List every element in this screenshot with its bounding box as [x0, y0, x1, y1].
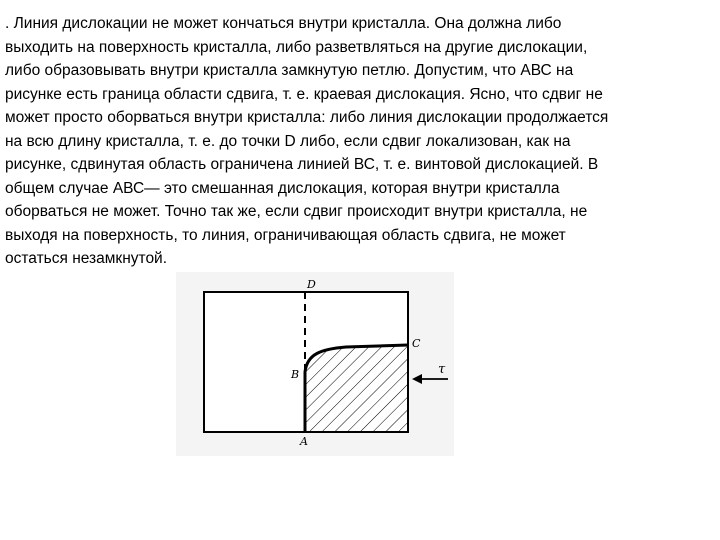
- label-c: C: [412, 337, 421, 350]
- label-b: B: [291, 368, 300, 381]
- text-line: оборваться не может. Точно так же, если сдвиг происходит внутри кристалла, не: [5, 203, 588, 220]
- text-line: . Линия дислокации не может кончаться внутри кристалла. Она должна либо: [5, 15, 562, 32]
- text-line: выходить на поверхность кристалла, либо разветвляться на другие дислокации,: [5, 38, 588, 56]
- text-line: может просто оборваться внутри кристалла: либо линия дислокации продолжается: [5, 109, 609, 126]
- text-line: рисунке есть граница области сдвига, т. е. краевая дислокация. Ясно, что сдвиг не: [5, 85, 603, 103]
- dislocation-figure: [176, 272, 454, 456]
- text-line: выходя на поверхность, то линия, ограничивающая область сдвига, не может: [5, 226, 566, 244]
- label-d: D: [307, 278, 316, 291]
- label-a: A: [300, 435, 308, 448]
- text-line: остаться незамкнутой.: [5, 250, 168, 267]
- text-line: на всю длину кристалла, т. е. до точки D либо, если сдвиг локализован, как на: [5, 132, 571, 150]
- text-line: рисунке, сдвинутая область ограничена линией ВС, т. е. винтовой дислокацией. В: [5, 156, 599, 173]
- body-paragraph: [5, 12, 715, 271]
- text-line: общем случае АВС— это смешанная дислокация, которая внутри кристалла: [5, 179, 560, 197]
- text-line: либо образовывать внутри кристалла замкнутую петлю. Допустим, что АВС на: [5, 62, 574, 79]
- shear-region: [305, 345, 408, 432]
- dislocation-diagram: [176, 272, 454, 456]
- label-tau: τ: [438, 362, 446, 377]
